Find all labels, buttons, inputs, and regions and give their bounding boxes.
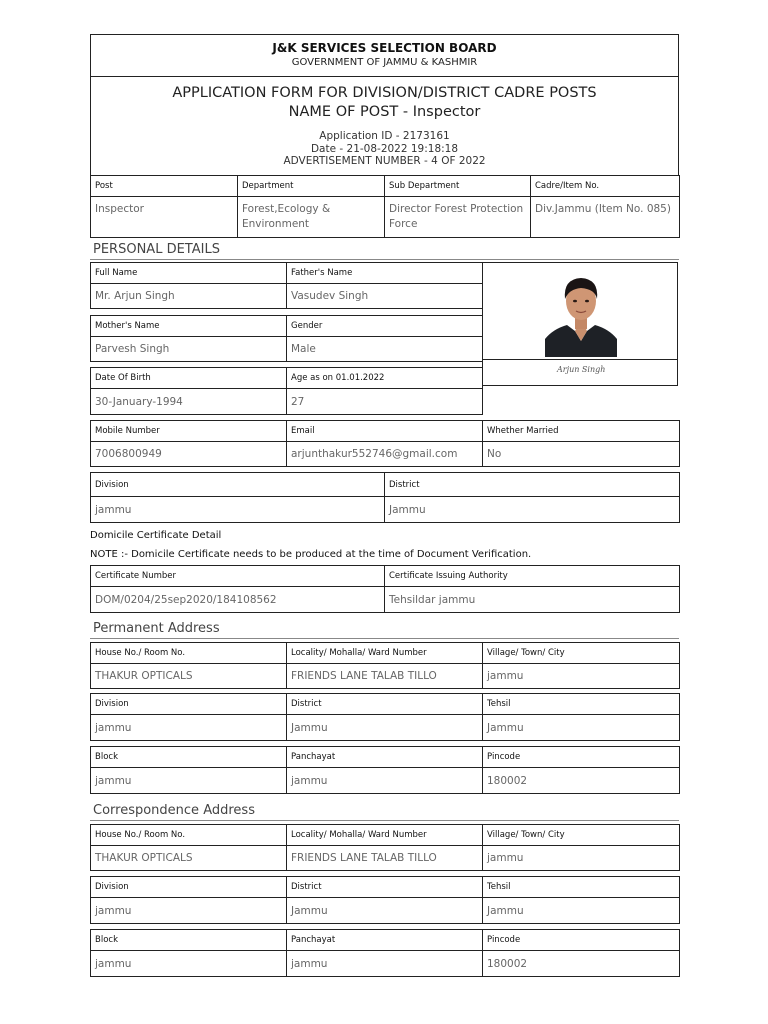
division-label: Division <box>91 473 385 497</box>
tehsil-label: Tehsil <box>483 694 680 715</box>
form-title: APPLICATION FORM FOR DIVISION/DISTRICT CADRE POSTS <box>172 85 597 101</box>
post-table-row <box>91 197 680 238</box>
pincode-value: 180002 <box>483 951 680 977</box>
mother-name-value: Parvesh Singh <box>91 337 287 362</box>
locality-label: Locality/ Mohalla/ Ward Number <box>287 825 483 846</box>
application-date: Date - 21-08-2022 19:18:18 <box>310 142 459 155</box>
post-table-header <box>91 176 680 197</box>
married-label: Whether Married <box>483 421 680 442</box>
correspondence-block-table <box>90 929 680 977</box>
locality-label: Locality/ Mohalla/ Ward Number <box>287 643 483 664</box>
mobile-label: Mobile Number <box>91 421 287 442</box>
post-value: Inspector <box>91 197 238 238</box>
division-district-table <box>90 472 680 523</box>
form-header <box>90 76 679 176</box>
department-header: Department <box>238 176 385 197</box>
contact-table <box>90 420 680 467</box>
government-name: GOVERNMENT OF JAMMU & KASHMIR <box>291 57 478 68</box>
advertisement-number: ADVERTISEMENT NUMBER - 4 OF 2022 <box>283 155 486 167</box>
domicile-table <box>90 565 680 613</box>
tehsil-label: Tehsil <box>483 877 680 898</box>
district-label: District <box>287 877 483 898</box>
photo-signature-box <box>482 262 678 386</box>
gender-label: Gender <box>287 316 483 337</box>
certificate-number-label: Certificate Number <box>91 566 385 587</box>
district-value: Jammu <box>287 715 483 741</box>
panchayat-value: jammu <box>287 768 483 794</box>
post-title: NAME OF POST - Inspector <box>288 104 481 120</box>
block-label: Block <box>91 747 287 768</box>
block-value: jammu <box>91 951 287 977</box>
district-value: Jammu <box>385 497 680 523</box>
division-value: jammu <box>91 898 287 924</box>
dob-label: Date Of Birth <box>91 368 287 389</box>
email-value: arjunthakur552746@gmail.com <box>287 442 483 467</box>
district-value: Jammu <box>287 898 483 924</box>
house-value: THAKUR OPTICALS <box>91 846 287 871</box>
pincode-label: Pincode <box>483 747 680 768</box>
village-value: jammu <box>483 846 680 871</box>
permanent-address-title: Permanent Address <box>93 621 220 636</box>
village-label: Village/ Town/ City <box>483 643 680 664</box>
block-label: Block <box>91 930 287 951</box>
panchayat-value: jammu <box>287 951 483 977</box>
father-name-label: Father's Name <box>287 263 483 284</box>
correspondence-house-table <box>90 824 680 871</box>
married-value: No <box>483 442 680 467</box>
division-value: jammu <box>91 497 385 523</box>
post-header: Post <box>91 176 238 197</box>
division-value: jammu <box>91 715 287 741</box>
district-label: District <box>385 473 680 497</box>
house-label: House No./ Room No. <box>91 643 287 664</box>
locality-value: FRIENDS LANE TALAB TILLO <box>287 664 483 689</box>
pincode-value: 180002 <box>483 768 680 794</box>
section-divider <box>90 259 679 260</box>
board-name: J&K SERVICES SELECTION BOARD <box>272 41 497 55</box>
block-value: jammu <box>91 768 287 794</box>
mother-gender-table <box>90 315 483 362</box>
sub-department-header: Sub Department <box>385 176 531 197</box>
age-value: 27 <box>287 389 483 415</box>
pincode-label: Pincode <box>483 930 680 951</box>
section-divider <box>90 638 679 639</box>
permanent-house-table <box>90 642 680 689</box>
district-label: District <box>287 694 483 715</box>
applicant-signature: Arjun Singh <box>557 365 606 374</box>
department-value: Forest,Ecology & Environment <box>238 197 385 238</box>
name-table <box>90 262 483 309</box>
age-label: Age as on 01.01.2022 <box>287 368 483 389</box>
domicile-note: NOTE :- Domicile Certificate needs to be produced at the time of Document Verification. <box>90 549 532 560</box>
tehsil-value: Jammu <box>483 715 680 741</box>
section-divider <box>90 820 679 821</box>
gender-value: Male <box>287 337 483 362</box>
village-label: Village/ Town/ City <box>483 825 680 846</box>
panchayat-label: Panchayat <box>287 930 483 951</box>
domicile-title: Domicile Certificate Detail <box>90 530 222 541</box>
issuing-authority-label: Certificate Issuing Authority <box>385 566 680 587</box>
permanent-block-table <box>90 746 680 794</box>
dob-age-table <box>90 367 483 415</box>
correspondence-address-title: Correspondence Address <box>93 803 255 818</box>
mobile-value: 7006800949 <box>91 442 287 467</box>
house-value: THAKUR OPTICALS <box>91 664 287 689</box>
dob-value: 30-January-1994 <box>91 389 287 415</box>
post-table <box>90 175 680 238</box>
cadre-value: Div.Jammu (Item No. 085) <box>531 197 680 238</box>
mother-name-label: Mother's Name <box>91 316 287 337</box>
permanent-division-table <box>90 693 680 741</box>
board-header <box>90 34 679 77</box>
house-label: House No./ Room No. <box>91 825 287 846</box>
certificate-number-value: DOM/0204/25sep2020/184108562 <box>91 587 385 613</box>
father-name-value: Vasudev Singh <box>287 284 483 309</box>
cadre-header: Cadre/Item No. <box>531 176 680 197</box>
personal-details-title: PERSONAL DETAILS <box>93 242 220 257</box>
issuing-authority-value: Tehsildar jammu <box>385 587 680 613</box>
locality-value: FRIENDS LANE TALAB TILLO <box>287 846 483 871</box>
applicant-photo <box>545 269 617 357</box>
division-label: Division <box>91 877 287 898</box>
full-name-label: Full Name <box>91 263 287 284</box>
correspondence-division-table <box>90 876 680 924</box>
village-value: jammu <box>483 664 680 689</box>
full-name-value: Mr. Arjun Singh <box>91 284 287 309</box>
sub-department-value: Director Forest Protection Force <box>385 197 531 238</box>
panchayat-label: Panchayat <box>287 747 483 768</box>
tehsil-value: Jammu <box>483 898 680 924</box>
application-id: Application ID - 2173161 <box>319 130 450 142</box>
email-label: Email <box>287 421 483 442</box>
division-label: Division <box>91 694 287 715</box>
